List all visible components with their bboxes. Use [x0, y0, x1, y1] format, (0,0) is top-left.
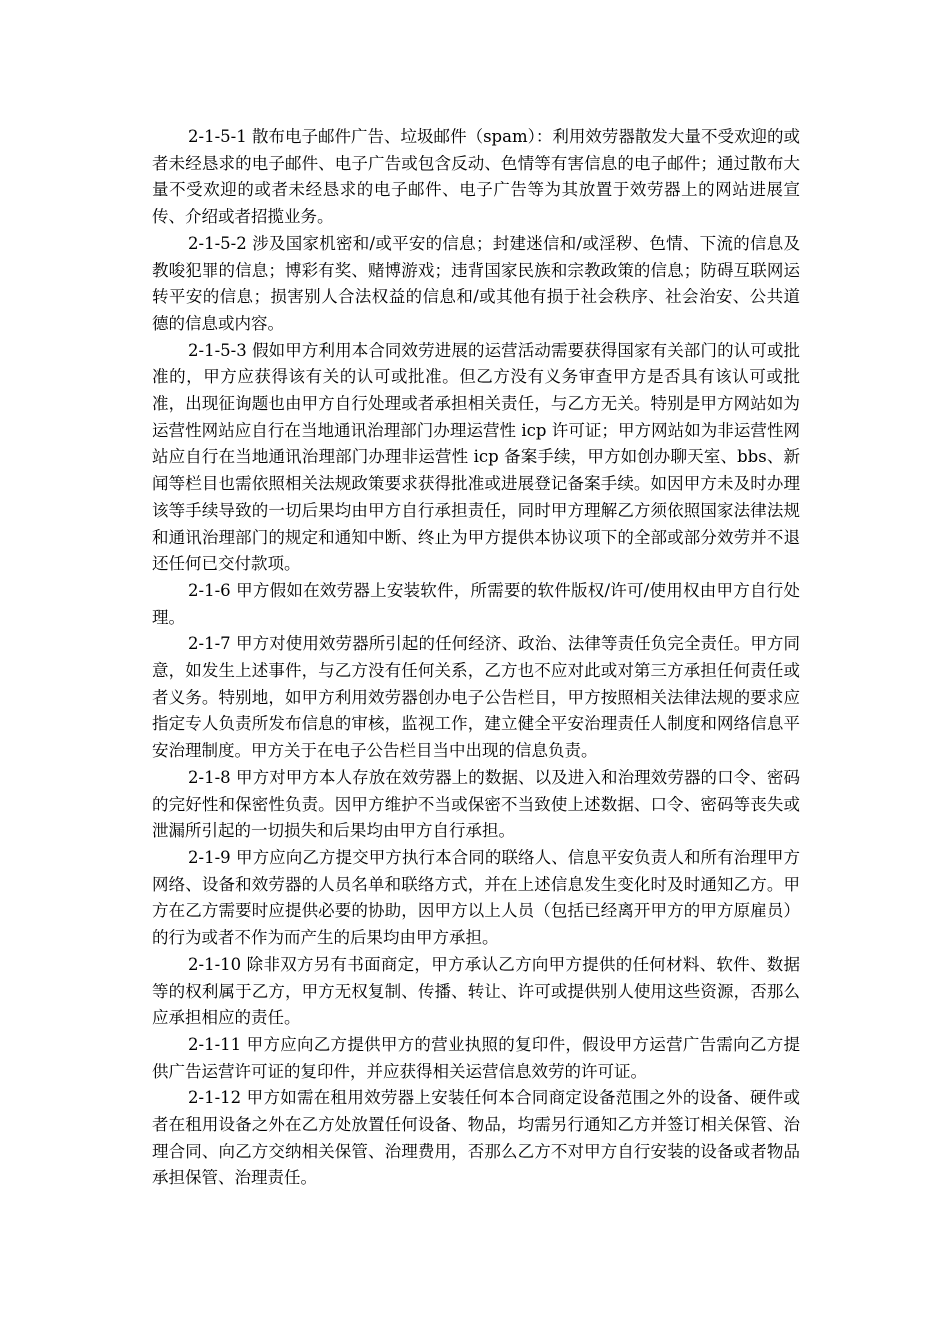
clause-2-1-5-1: 2-1-5-1 散布电子邮件广告、垃圾邮件（spam）：利用效劳器散发大量不受欢迎的或者未经恳求的电子邮件、电子广告或包含反动、色情等有害信息的电子邮件；通过散布大量不受欢迎的或者未经恳求的电子邮件、电子广告等为其放置于效劳器上的网站进展宣传、介绍或者招揽业务。	[152, 127, 800, 227]
clause-2-1-11: 2-1-11 甲方应向乙方提供甲方的营业执照的复印件，假设甲方运营广告需向乙方提供广告运营许可证的复印件，并应获得相关运营信息效劳的许可证。	[152, 1034, 800, 1081]
clause-2-1-9: 2-1-9 甲方应向乙方提交甲方执行本合同的联络人、信息平安负责人和所有治理甲方网络、设备和效劳器的人员名单和联络方式，并在上述信息发生变化时及时通知乙方。甲方在乙方需要时应提供必要的协助，因甲方以上人员（包括已经离开甲方的甲方原雇员）的行为或者不作为而产生的后果均由甲方承担。	[152, 847, 800, 948]
clause-2-1-7: 2-1-7 甲方对使用效劳器所引起的任何经济、政治、法律等责任负完全责任。甲方同意，如发生上述事件，与乙方没有任何关系，乙方也不应对此或对第三方承担任何责任或者义务。特别地，如甲方利用效劳器创办电子公告栏目，甲方按照相关法律法规的要求应指定专人负责所发布信息的审核，监视工作，建立健全平安治理责任人制度和网络信息平安治理制度。甲方关于在电子公告栏目当中出现的信息负责。	[152, 634, 800, 761]
clause-2-1-10: 2-1-10 除非双方另有书面商定，甲方承认乙方向甲方提供的任何材料、软件、数据等的权利属于乙方，甲方无权复制、传播、转让、许可或提供别人使用这些资源，否那么应承担相应的责任。	[152, 954, 800, 1028]
clause-2-1-6: 2-1-6 甲方假如在效劳器上安装软件，所需要的软件版权/许可/使用权由甲方自行处理。	[152, 580, 800, 627]
document-page	[152, 124, 800, 1192]
clause-2-1-12: 2-1-12 甲方如需在租用效劳器上安装任何本合同商定设备范围之外的设备、硬件或者在租用设备之外在乙方处放置任何设备、物品，均需另行通知乙方并签订相关保管、治理合同、向乙方交纳相关保管、治理费用，否那么乙方不对甲方自行安装的设备或者物品承担保管、治理责任。	[152, 1088, 800, 1188]
clause-2-1-5-3: 2-1-5-3 假如甲方利用本合同效劳进展的运营活动需要获得国家有关部门的认可或批准的，甲方应获得该有关的认可或批准。但乙方没有义务审查甲方是否具有该认可或批准，出现征询题也由甲方自行处理或者承担相关责任，与乙方无关。特别是甲方网站如为运营性网站应自行在当地通讯治理部门办理运营性 icp 许可证；甲方网站如为非运营性网站应自行在当地通讯治理部门办理非运营性 icp 备案手续，甲方如创办聊天室、bbs、新闻等栏目也需依照相关法规政策要求获得批准或进展登记备案手续。如因甲方未及时办理该等手续导致的一切后果均由甲方自行承担责任，同时甲方理解乙方须依照国家法律法规和通讯治理部门的规定和通知中断、终止为甲方提供本协议项下的全部或部分效劳并不退还任何已交付款项。	[152, 340, 800, 574]
clause-2-1-5-2: 2-1-5-2 涉及国家机密和/或平安的信息；封建迷信和/或淫秽、色情、下流的信息及教唆犯罪的信息；博彩有奖、赌博游戏；违背国家民族和宗教政策的信息；防碍互联网运转平安的信息；损害别人合法权益的信息和/或其他有损于社会秩序、社会治安、公共道德的信息或内容。	[152, 233, 800, 333]
clause-2-1-8: 2-1-8 甲方对甲方本人存放在效劳器上的数据、以及进入和治理效劳器的口令、密码的完好性和保密性负责。因甲方维护不当或保密不当致使上述数据、口令、密码等丧失或泄漏所引起的一切损失和后果均由甲方自行承担。	[152, 767, 800, 841]
